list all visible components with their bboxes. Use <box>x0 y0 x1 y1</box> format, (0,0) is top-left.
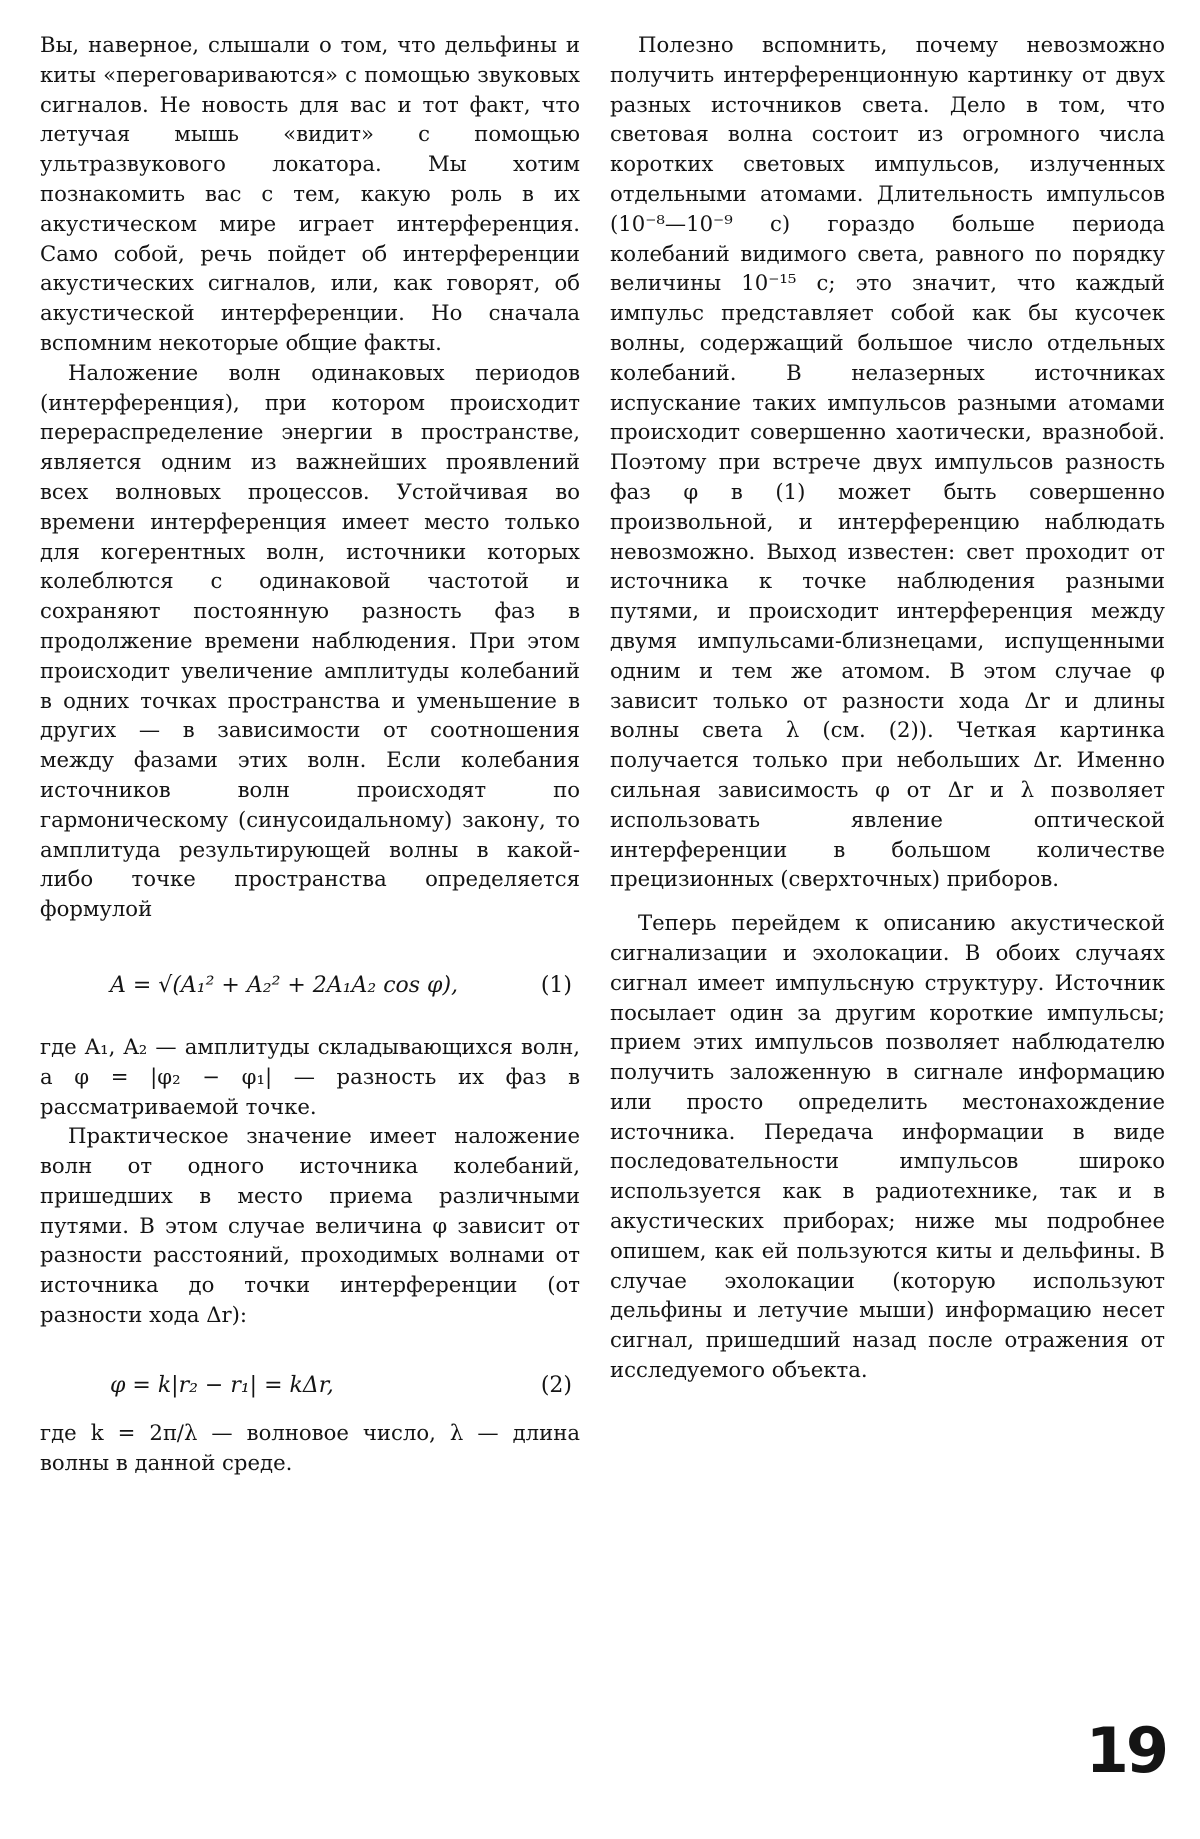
formula-1-number: (1) <box>540 972 572 998</box>
paragraph-intro: Вы, наверное, слышали о том, что дельфины и киты «переговариваются» с помощью звуковых сигналов. Не новость для вас и тот факт, что летучая мышь «видит» с помощью ультразвукового локатора. Мы хотим познакомить вас с тем, какую роль в их акустическом мире играет интерференция. Само собой, речь пойдет об интерференции акустических сигналов, или, как говорят, об акустической интерференции. Но сначала вспомним некоторые общие факты. <box>40 32 580 355</box>
formula-1 <box>40 960 580 1012</box>
paragraph-formula-1-explanation: где A₁, A₂ — амплитуды складывающихся волн, а φ = |φ₂ − φ₁| — разность их фаз в рассматриваемой точке. <box>40 1033 580 1119</box>
formula-2-expression: φ = k|r₂ − r₁| = kΔr, <box>110 1372 334 1398</box>
formula-1-expression: A = √(A₁² + A₂² + 2A₁A₂ cos φ), <box>110 972 459 998</box>
left-column <box>40 30 580 1477</box>
right-column <box>610 30 1165 1385</box>
paragraph-path-difference: Практическое значение имеет наложение волн от одного источника колебаний, пришедших в место приема различными путями. В этом случае величина φ зависит от разности расстояний, проходимых волнами от источника до точки интерференции (от разности хода Δr): <box>40 1123 580 1328</box>
page-number: 19 <box>1085 1714 1166 1787</box>
formula-2 <box>40 1360 580 1412</box>
paragraph-interference-definition: Наложение волн одинаковых периодов (интерференция), при котором происходит перераспределение энергии в пространстве, является одним из важнейших проявлений всех волновых процессов. Устойчивая во времени интерференция имеет место только для когерентных волн, источники которых колеблются с одинаковой частотой и сохраняют постоянную разность фаз в продолжение времени наблюдения. При этом происходит увеличение амплитуды колебаний в одних точках пространства и уменьшение в других — в зависимости от соотношения между фазами этих волн. Если колебания источников волн происходят по гармоническому (синусоидальному) закону, то амплитуда результирующей волны в какой-либо точке пространства определяется формулой <box>40 359 580 922</box>
paragraph-acoustic-signaling: Теперь перейдем к описанию акустической сигнализации и эхолокации. В обоих случаях сигнал имеет импульсную структуру. Источник посылает один за другим короткие импульсы; прием этих импульсов позволяет наблюдателю получить заложенную в сигнале информацию или просто определить местонахождение источника. Передача информации в виде последовательности импульсов широко используется как в радиотехнике, так и в акустических приборах; ниже мы подробнее опишем, как ей пользуются киты и дельфины. В случае эхолокации (которую используют дельфины и летучие мыши) информацию несет сигнал, пришедший назад после отражения от исследуемого объекта. <box>610 910 1165 1383</box>
paragraph-wave-number: где k = 2π/λ — волновое число, λ — длина волны в данной среде. <box>40 1419 580 1475</box>
paragraph-gap <box>610 894 1165 908</box>
paragraph-light-sources: Полезно вспомнить, почему невозможно получить интерференционную картинку от двух разных источников света. Дело в том, что световая волна состоит из огромного числа коротких световых импульсов, излученных отдельными атомами. Длительность импульсов (10⁻⁸—10⁻⁹ с) гораздо больше периода колебаний видимого света, равного по порядку величины 10⁻¹⁵ с; это значит, что каждый импульс представляет собой как бы кусочек волны, содержащий большое число отдельных колебаний. В нелазерных источниках испускание таких импульсов разными атомами происходит совершенно хаотически, вразнобой. Поэтому при встрече двух импульсов разность фаз φ в (1) может быть совершенно произвольной, и интерференцию наблюдать невозможно. Выход известен: свет проходит от источника к точке наблюдения разными путями, и происходит интерференция между двумя импульсами-близнецами, испущенными одним и тем же атомом. В этом случае φ зависит только от разности хода Δr и длины волны света λ (см. (2)). Четкая картинка получается только при небольших Δr. Именно сильная зависимость φ от Δr и λ позволяет использовать явление оптической интерференции в большом количестве прецизионных (сверхточных) приборов. <box>610 32 1165 892</box>
formula-2-number: (2) <box>540 1372 572 1398</box>
